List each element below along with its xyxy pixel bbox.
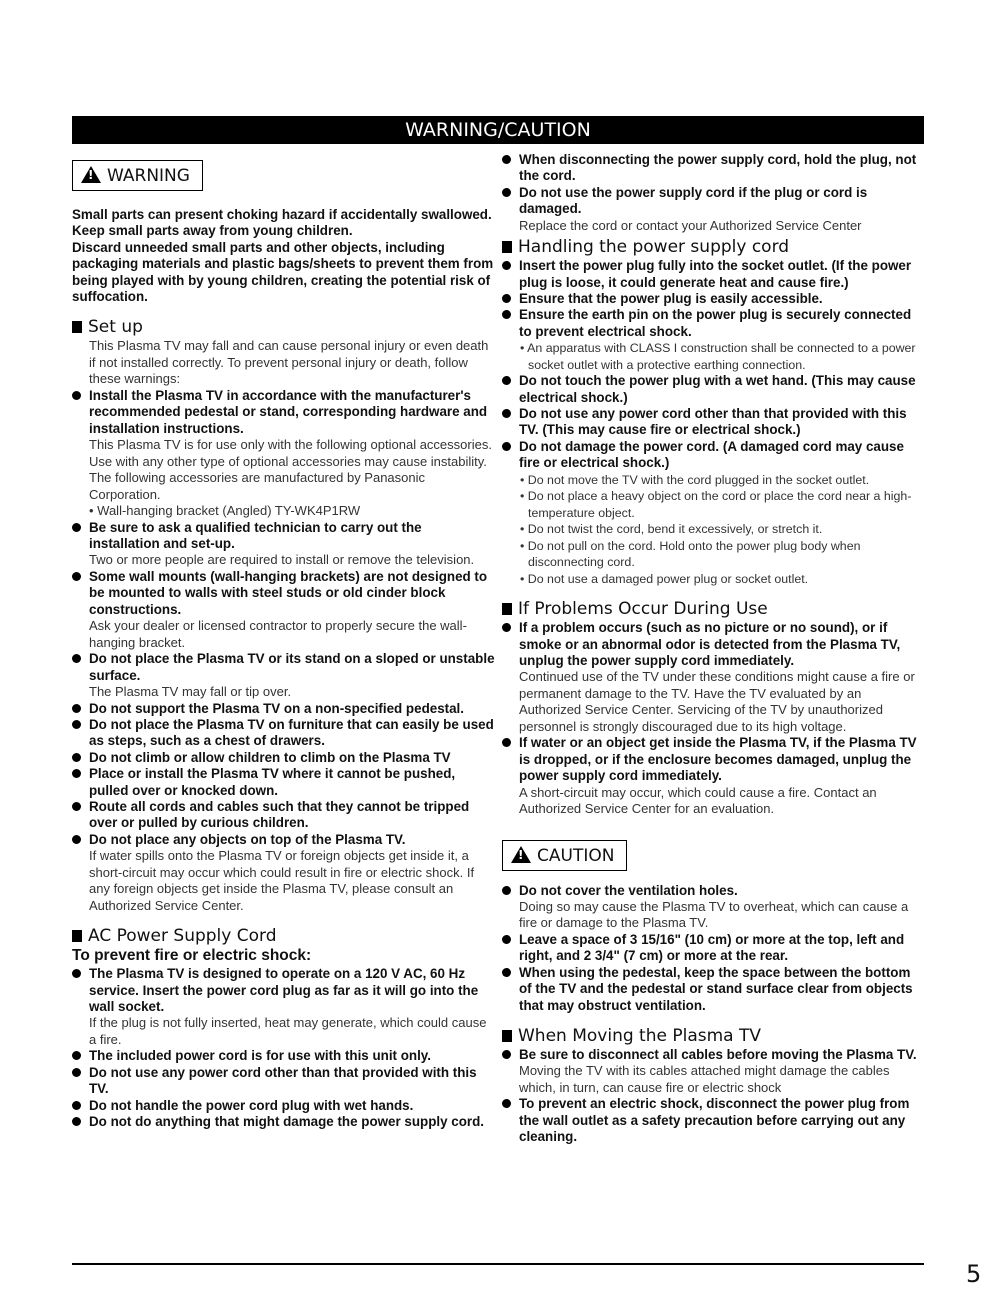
bullet: If a problem occurs (such as no picture or no sound), or if smoke or an abnormal odor is detected from the Plasma TV, unplug the power supply cord immediately.	[502, 620, 926, 669]
bullet: Some wall mounts (wall-hanging brackets) are not designed to be mounted to walls with steel studs or old cinder block constructions.	[72, 569, 496, 618]
page-number: 5	[966, 1260, 982, 1288]
setup-intro: This Plasma TV may fall and can cause personal injury or even death if not installed correctly. To prevent personal injury or death, follow these warnings:	[89, 338, 489, 387]
problems-heading: If Problems Occur During Use	[502, 599, 926, 619]
bullet: Do not place any objects on top of the Plasma TV.	[72, 832, 496, 848]
right-column	[502, 152, 926, 1146]
bullet: Do not do anything that might damage the power supply cord.	[72, 1114, 496, 1130]
bullet: Do not touch the power plug with a wet hand. (This may cause electrical shock.)	[502, 373, 926, 406]
bullet: The Plasma TV is designed to operate on a 120 V AC, 60 Hz service. Insert the power cord plug as far as it will go into the wall socket.	[72, 966, 496, 1015]
note: The Plasma TV may fall or tip over.	[89, 684, 292, 699]
bullet: Ensure that the power plug is easily accessible.	[502, 291, 926, 307]
bullet: Do not place the Plasma TV or its stand on a sloped or unstable surface.	[72, 651, 496, 684]
bullet: When using the pedestal, keep the space between the bottom of the TV and the pedestal or stand surface clear from objects that may obstruct ventilation.	[502, 965, 926, 1014]
bullet: Do not use any power cord other than that provided with this TV. (This may cause fire or electrical shock.)	[502, 406, 926, 439]
bullet: Be sure to disconnect all cables before moving the Plasma TV.	[502, 1047, 926, 1063]
dash-note: • An apparatus with CLASS I construction shall be connected to a power socket outlet with a protective earthing connection.	[520, 341, 916, 372]
bullet: The included power cord is for use with this unit only.	[72, 1048, 496, 1064]
left-column	[72, 152, 496, 1130]
caution-box	[502, 840, 627, 871]
intro-line: Discard unneeded small parts and other objects, including packaging materials and plastic bags/sheets to prevent them from being played with by young children, creating the potential risk of suffocation.	[72, 239, 494, 305]
dash-note: • Do not pull on the cord. Hold onto the power plug body when disconnecting cord.	[520, 538, 861, 570]
caution-triangle-icon	[511, 846, 531, 863]
note: Doing so may cause the Plasma TV to overheat, which can cause a fire or damage to the Plasma TV.	[519, 898, 909, 931]
dash-note: • Wall-hanging bracket (Angled) TY-WK4P1RW	[89, 503, 361, 519]
setup-heading: Set up	[72, 317, 496, 337]
handling-heading: Handling the power supply cord	[502, 237, 926, 257]
bullet: Do not handle the power cord plug with wet hands.	[72, 1098, 496, 1114]
note: Continued use of the TV under these conditions might cause a fire or permanent damage to the TV. Have the TV evaluated by an Authorized Service Center. Servicing of the TV by unauthorized personnel is strongly discouraged due to its high voltage.	[519, 669, 915, 734]
note: If water spills onto the Plasma TV or foreign objects get inside it, a short-circuit may occur which could result in fire or electric shock. If any foreign objects get inside the Plasma TV, please consult an Authorized Service Center.	[89, 848, 475, 913]
caution-label: CAUTION	[537, 845, 615, 866]
bullet: Be sure to ask a qualified technician to carry out the installation and set-up.	[72, 520, 496, 553]
bullet: If water or an object get inside the Plasma TV, if the Plasma TV is dropped, or if the enclosure becomes damaged, unplug the power supply cord immediately.	[502, 735, 926, 784]
bullet: Do not damage the power cord. (A damaged cord may cause fire or electrical shock.)	[502, 439, 926, 472]
bullet: Insert the power plug fully into the socket outlet. (If the power plug is loose, it could generate heat and cause fire.)	[502, 258, 926, 291]
bullet: When disconnecting the power supply cord, hold the plug, not the cord.	[502, 152, 926, 185]
dash-note: • Do not place a heavy object on the cord or place the cord near a high-temperature object.	[520, 489, 912, 520]
section-banner: WARNING/CAUTION	[72, 116, 924, 144]
bullet: To prevent an electric shock, disconnect the power plug from the wall outlet as a safety precaution before carrying out any cleaning.	[502, 1096, 926, 1145]
dash-note: • Do not twist the cord, bend it excessively, or stretch it.	[520, 522, 823, 537]
note: This Plasma TV is for use only with the following optional accessories. Use with any other type of optional accessories may cause instability. The following accessories are manufactured by Panasonic Corporation.	[89, 437, 492, 502]
warning-label: WARNING	[107, 166, 190, 186]
bullet: Do not support the Plasma TV on a non-specified pedestal.	[72, 701, 496, 717]
note: A short-circuit may occur, which could cause a fire. Contact an Authorized Service Center for an evaluation.	[519, 784, 877, 817]
bullet: Install the Plasma TV in accordance with the manufacturer's recommended pedestal or stand, corresponding hardware and installation instructions.	[72, 388, 496, 437]
bullet: Do not use the power supply cord if the plug or cord is damaged.	[502, 185, 926, 218]
warning-box	[72, 160, 203, 191]
bullet: Leave a space of 3 15/16" (10 cm) or more at the top, left and right, and 2 3/4" (7 cm) or more at the rear.	[502, 932, 926, 965]
footer-rule	[72, 1263, 924, 1265]
bullet: Do not climb or allow children to climb on the Plasma TV	[72, 750, 496, 766]
note: Moving the TV with its cables attached might damage the cables which, in turn, can cause fire or electric shock	[519, 1063, 890, 1095]
moving-heading: When Moving the Plasma TV	[502, 1026, 926, 1046]
note: Ask your dealer or licensed contractor to properly secure the wall-hanging bracket.	[89, 618, 467, 650]
dash-note: • Do not use a damaged power plug or socket outlet.	[520, 571, 809, 586]
bullet: Place or install the Plasma TV where it cannot be pushed, pulled over or knocked down.	[72, 766, 496, 799]
dash-note: • Do not move the TV with the cord plugged in the socket outlet.	[520, 472, 870, 487]
bullet: Route all cords and cables such that they cannot be tripped over or pulled by curious children.	[72, 799, 496, 832]
ac-heading: AC Power Supply Cord	[72, 926, 496, 946]
bullet: Do not place the Plasma TV on furniture that can easily be used as steps, such as a chest of drawers.	[72, 717, 496, 750]
intro-line: Keep small parts away from young children.	[72, 223, 353, 239]
note: If the plug is not fully inserted, heat may generate, which could cause a fire.	[89, 1015, 487, 1047]
intro-line: Small parts can present choking hazard if accidentally swallowed.	[72, 207, 492, 222]
bullet: Do not use any power cord other than that provided with this TV.	[72, 1065, 496, 1098]
note: Replace the cord or contact your Authorized Service Center	[519, 217, 862, 233]
bullet: Do not cover the ventilation holes.	[502, 883, 926, 899]
warning-triangle-icon	[81, 166, 101, 183]
ac-subheading: To prevent fire or electric shock:	[72, 947, 312, 965]
bullet: Ensure the earth pin on the power plug is securely connected to prevent electrical shock.	[502, 307, 926, 340]
note: Two or more people are required to install or remove the television.	[89, 552, 475, 568]
